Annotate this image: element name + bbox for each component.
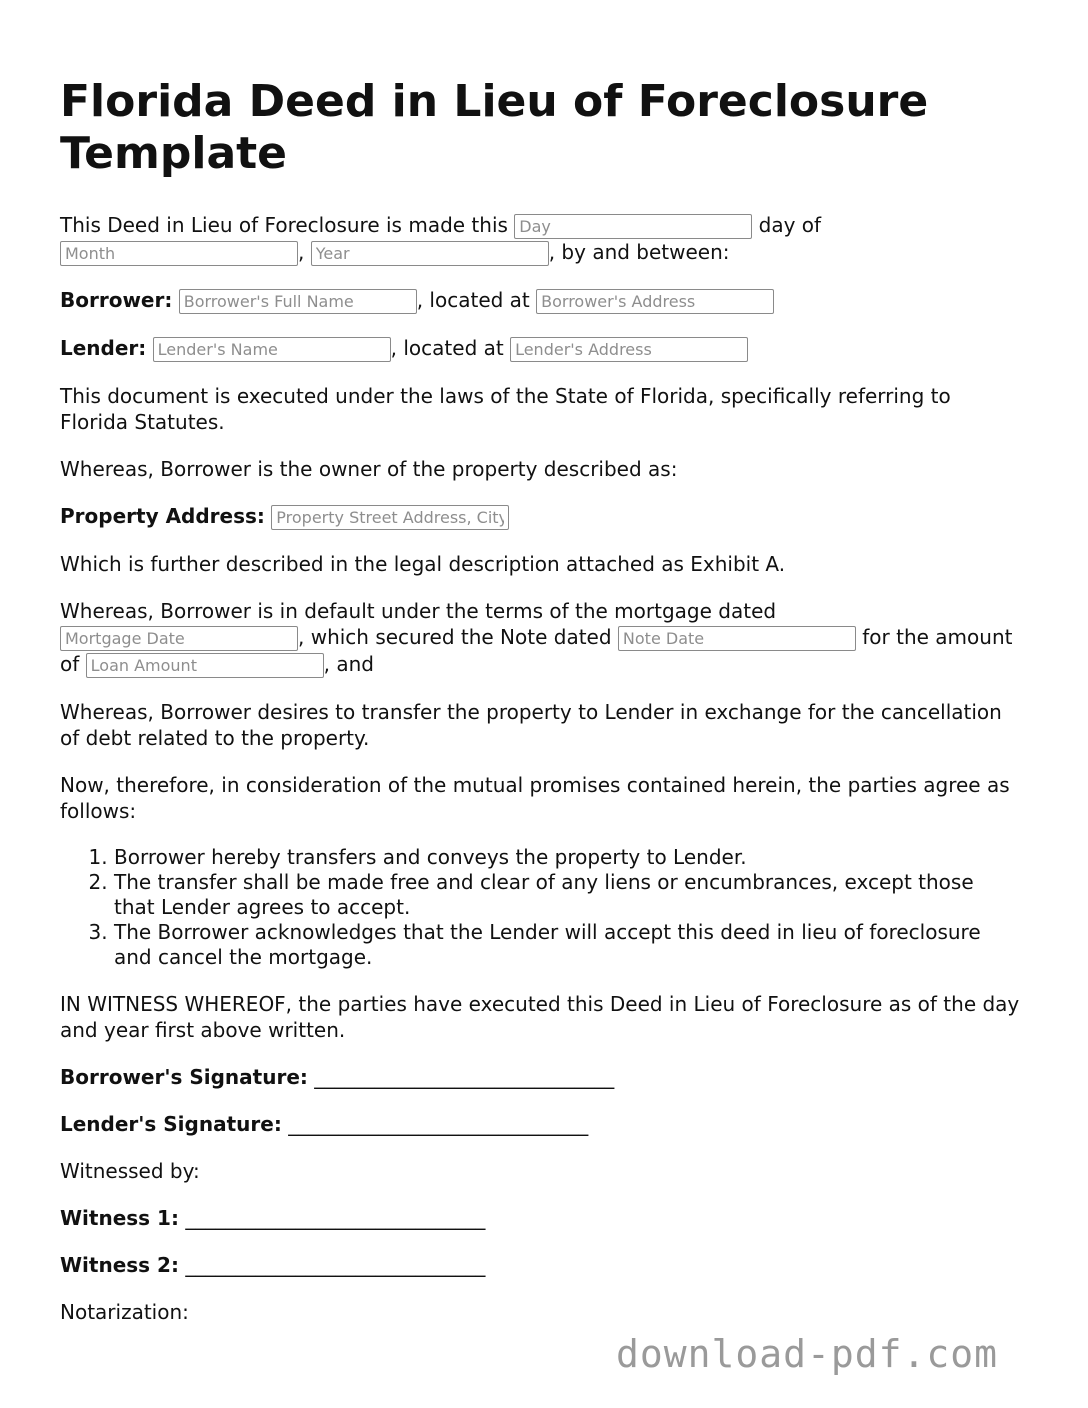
- laws-paragraph: This document is executed under the laws of the State of Florida, specifically referring to Florida Statutes.: [60, 384, 951, 434]
- list-item: 1. Borrower hereby transfers and conveys the property to Lender.: [114, 845, 1020, 870]
- page-title: Florida Deed in Lieu of Foreclosure Template: [60, 76, 929, 179]
- default-paragraph: Whereas, Borrower is in default under the terms of the mortgage dated Mortgage Date, which secured the Note dated Note Date for the amount of Loan Amount , and: [60, 598, 1020, 678]
- whereas-transfer-paragraph: Whereas, Borrower desires to transfer the property to Lender in exchange for the cancellation of debt related to the property.: [60, 700, 1002, 750]
- lender-signature-blank[interactable]: ______________________________: [288, 1112, 589, 1136]
- intro-paragraph: This Deed in Lieu of Foreclosure is made this Day day of Month, Year , by and between:: [60, 212, 1020, 266]
- terms-list: [60, 845, 1020, 970]
- borrower-label: Borrower:: [60, 288, 173, 312]
- borrower-signature-line: Borrower's Signature: ______________________________: [60, 1065, 615, 1089]
- lender-line: Lender: Lender's Name , located at Lender's Address: [60, 335, 1020, 362]
- borrower-line: Borrower: Borrower's Full Name , located at Borrower's Address: [60, 287, 1020, 314]
- witness-2-line: Witness 2: ______________________________: [60, 1253, 486, 1277]
- month-input[interactable]: [60, 241, 298, 266]
- witness-1-line: Witness 1: ______________________________: [60, 1206, 486, 1230]
- borrower-signature-blank[interactable]: ______________________________: [314, 1065, 615, 1089]
- lender-address-input[interactable]: [510, 337, 748, 362]
- borrower-address-input[interactable]: [536, 289, 774, 314]
- witness-2-blank[interactable]: ______________________________: [185, 1253, 486, 1277]
- lender-name-input[interactable]: [153, 337, 391, 362]
- notarization-text: Notarization:: [60, 1300, 189, 1324]
- loan-amount-input[interactable]: [86, 653, 324, 678]
- day-input[interactable]: [514, 214, 752, 239]
- property-address-input[interactable]: [271, 505, 509, 530]
- witness-whereof-paragraph: IN WITNESS WHEREOF, the parties have executed this Deed in Lieu of Foreclosure as of the day and year first above written.: [60, 992, 1020, 1042]
- lender-signature-line: Lender's Signature: ______________________________: [60, 1112, 589, 1136]
- borrower-name-input[interactable]: [179, 289, 417, 314]
- witnessed-by-text: Witnessed by:: [60, 1159, 200, 1183]
- list-item: 3. The Borrower acknowledges that the Lender will accept this deed in lieu of foreclosure and cancel the mortgage.: [114, 920, 1020, 970]
- exhibit-paragraph: Which is further described in the legal description attached as Exhibit A.: [60, 552, 786, 576]
- year-input[interactable]: [311, 241, 549, 266]
- watermark: download-pdf.com: [616, 1332, 999, 1376]
- whereas-owner-paragraph: Whereas, Borrower is the owner of the property described as:: [60, 457, 678, 481]
- lender-label: Lender:: [60, 336, 147, 360]
- note-date-input[interactable]: [618, 626, 856, 651]
- now-therefore-paragraph: Now, therefore, in consideration of the mutual promises contained herein, the parties agree as follows:: [60, 773, 1010, 823]
- witness-1-blank[interactable]: ______________________________: [185, 1206, 486, 1230]
- mortgage-date-input[interactable]: [60, 626, 298, 651]
- list-item: 2. The transfer shall be made free and clear of any liens or encumbrances, except those that Lender agrees to accept.: [114, 870, 1020, 920]
- property-line: [60, 503, 1020, 530]
- property-label: Property Address:: [60, 504, 265, 528]
- document: [60, 76, 1020, 1346]
